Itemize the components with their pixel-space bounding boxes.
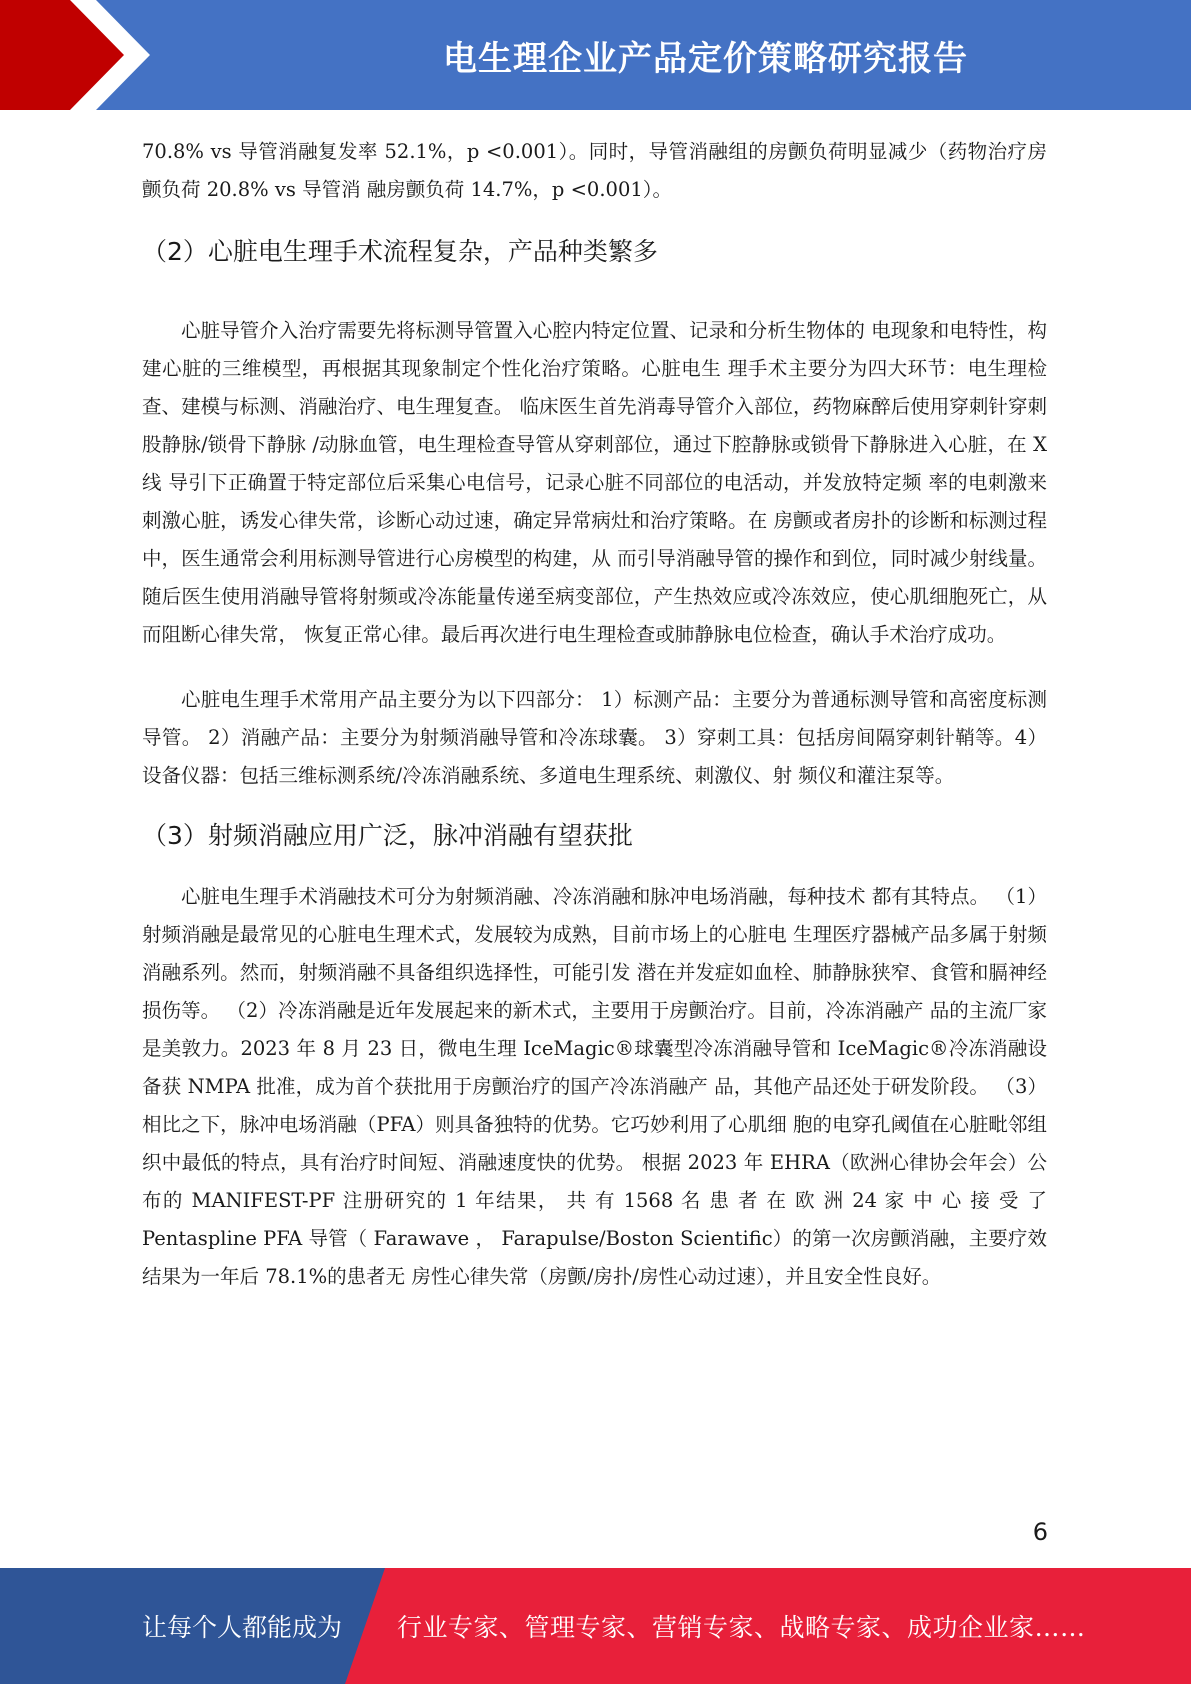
section-3-heading: （3）射频消融应用广泛，脉冲消融有望获批 (142, 821, 633, 850)
intro-continuation: 70.8% vs 导管消融复发率 52.1%，p <0.001）。同时，导管消融组的房颤负荷明显减少（药物治疗房颤负荷 20.8% vs 导管消 融房颤负荷 14.7%，p <0.001）。 (142, 140, 1047, 201)
footer-slogan-left: 让每个人都能成为 (142, 1613, 343, 1642)
page-number: 6 (1032, 1518, 1048, 1546)
section-2-paragraph-2: 心脏电生理手术常用产品主要分为以下四部分： 1）标测产品：主要分为普通标测导管和高密度标测导管。 2）消融产品：主要分为射频消融导管和冷冻球囊。 3）穿刺工具：包括房间隔穿刺针鞘等。4）设备仪器：包括三维标测系统/冷冻消融系统、多道电生理系统、刺激仪、射 频仪和灌注泵等。 (142, 688, 1047, 787)
footer-slogan-right: 行业专家、管理专家、营销专家、战略专家、成功企业家…… (397, 1613, 1086, 1642)
section-2-paragraph-1: 心脏导管介入治疗需要先将标测导管置入心腔内特定位置、记录和分析生物体的 电现象和电特性，构建心脏的三维模型，再根据其现象制定个性化治疗策略。心脏电生 理手术主要分为四大环节：电生理检查、建模与标测、消融治疗、电生理复查。 临床医生首先消毒导管介入部位，药物麻醉后使用穿刺针穿刺股静脉/锁骨下静脉 /动脉血管，电生理检查导管从穿刺部位，通过下腔静脉或锁骨下静脉进入心脏，在 X 线 导引下正确置于特定部位后采集心电信号，记录心脏不同部位的电活动，并发放特定频 率的电刺激来刺激心脏，诱发心律失常，诊断心动过速，确定异常病灶和治疗策略。在 房颤或者房扑的诊断和标测过程中，医生通常会利用标测导管进行心房模型的构建，从 而引导消融导管的操作和到位，同时减少射线量。随后医生使用消融导管将射频或冷冻能量传递至病变部位，产生热效应或冷冻效应，使心肌细胞死亡，从而阻断心律失常， 恢复正常心律。最后再次进行电生理检查或肺静脉电位检查，确认手术治疗成功。 (142, 319, 1047, 646)
page-footer (0, 1568, 1191, 1684)
section-3-paragraph-1: 心脏电生理手术消融技术可分为射频消融、冷冻消融和脉冲电场消融，每种技术 都有其特点。 （1）射频消融是最常见的心脏电生理术式，发展较为成熟，目前市场上的心脏电 生理医疗器械产品多属于射频消融系列。然而，射频消融不具备组织选择性，可能引发 潜在并发症如血栓、肺静脉狭窄、食管和膈神经损伤等。 （2）冷冻消融是近年发展起来的新术式，主要用于房颤治疗。目前，冷冻消融产 品的主流厂家是美敦力。2023 年 8 月 23 日，微电生理 IceMagic®球囊型冷冻消融导管和 IceMagic®冷冻消融设备获 NMPA 批准，成为首个获批用于房颤治疗的国产冷冻消融产 品，其他产品还处于研发阶段。 （3）相比之下，脉冲电场消融（PFA）则具备独特的优势。它巧妙利用了心肌细 胞的电穿孔阈值在心脏毗邻组织中最低的特点，具有治疗时间短、消融速度快的优势。 根据 2023 年 EHRA（欧洲心律协会年会）公布的 MANIFEST-PF 注册研究的 1 年结果， 共 有 1568 名 患 者 在 欧 洲 24 家 中 心 接 受 了 Pentaspline PFA 导管（ Farawave ， Farapulse/Boston Scientific）的第一次房颤消融，主要疗效结果为一年后 78.1%的患者无 房性心律失常（房颤/房扑/房性心动过速），并且安全性良好。 (142, 885, 1047, 1288)
page-header (0, 0, 1191, 110)
section-2-heading: （2）心脏电生理手术流程复杂，产品种类繁多 (142, 237, 658, 266)
report-title: 电生理企业产品定价策略研究报告 (443, 38, 968, 79)
main-content (142, 133, 1047, 1296)
